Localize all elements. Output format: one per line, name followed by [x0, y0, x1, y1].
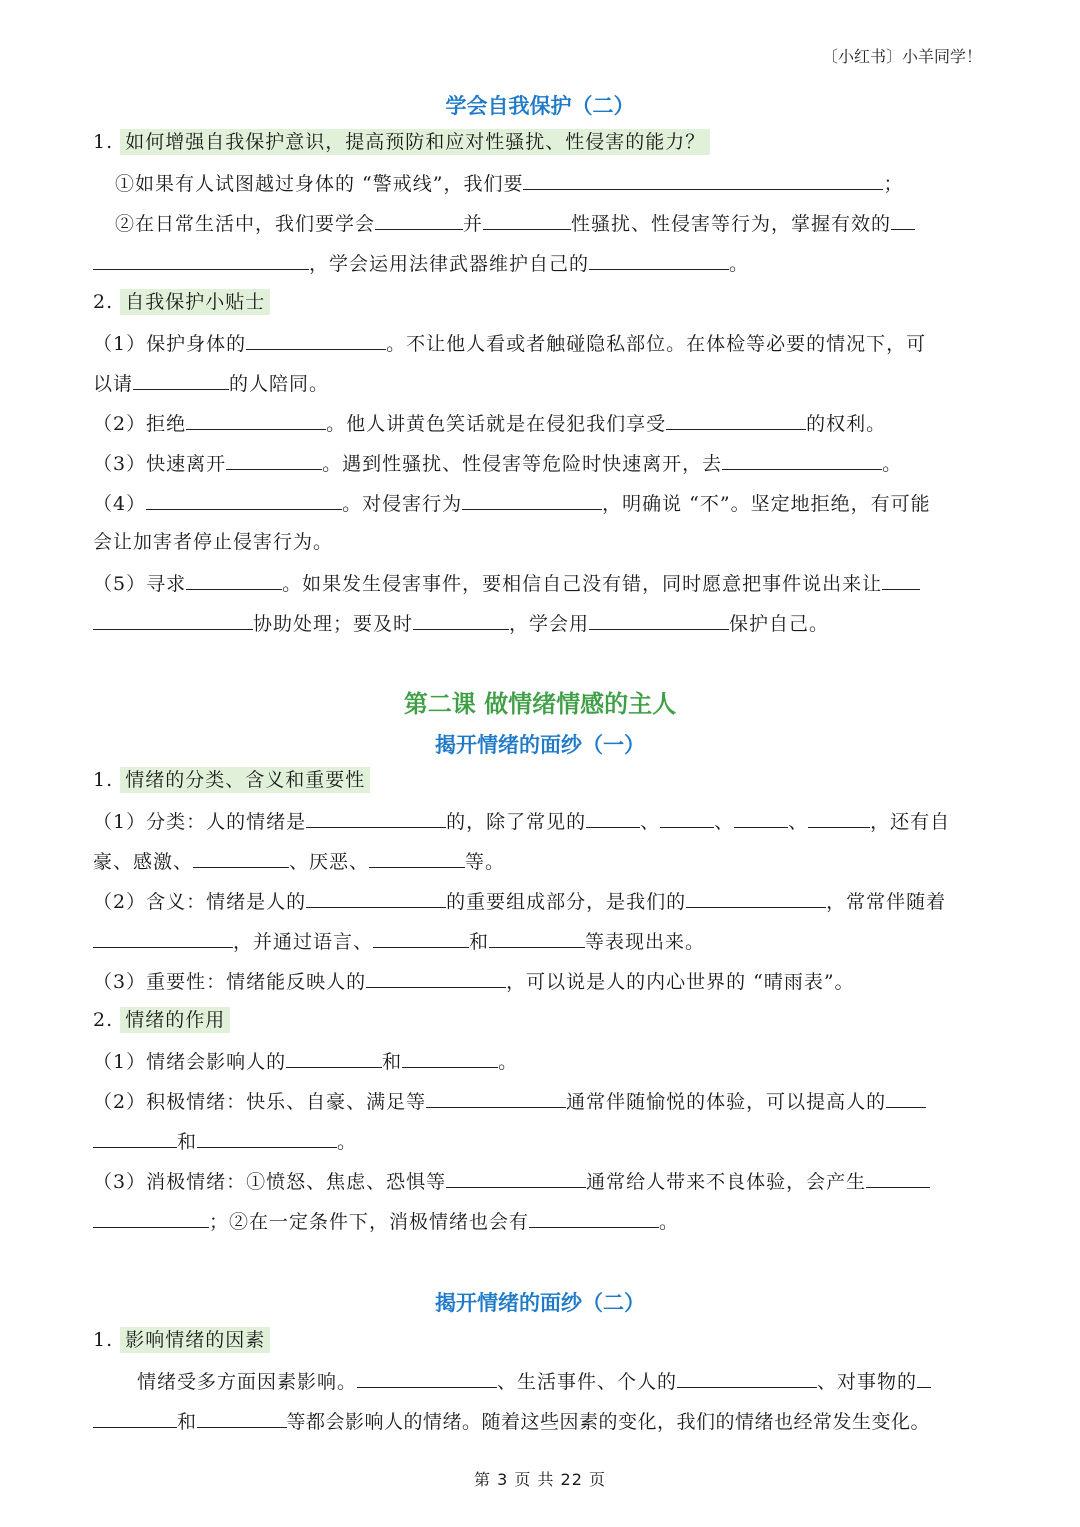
answer-blank[interactable] — [722, 449, 882, 470]
answer-blank[interactable] — [917, 1367, 931, 1388]
answer-blank[interactable] — [686, 887, 826, 908]
answer-blank[interactable] — [369, 847, 465, 868]
answer-blank[interactable] — [489, 927, 585, 948]
question-2-line — [93, 1007, 993, 1033]
question-1-line — [93, 129, 993, 155]
answer-blank[interactable] — [586, 807, 640, 828]
watermark-text: 〔小红书〕小羊同学！ — [821, 47, 982, 66]
answer-blank[interactable] — [666, 409, 806, 430]
answer-blank[interactable] — [226, 449, 322, 470]
fill-line: 和 。 — [93, 1127, 993, 1155]
fill-line: （2）含义：情绪是人的 的重要组成部分，是我们的 ，常常伴随着 — [93, 887, 993, 915]
fill-line: 协助处理；要及时 ，学会用 保护自己。 — [93, 609, 993, 637]
answer-blank[interactable] — [93, 1407, 177, 1428]
section-title-self-protection: 学会自我保护（二） — [445, 94, 635, 118]
answer-blank[interactable] — [93, 1127, 177, 1148]
answer-blank[interactable] — [373, 927, 469, 948]
answer-blank[interactable] — [366, 967, 506, 988]
answer-blank[interactable] — [306, 807, 446, 828]
question-2-line — [93, 289, 993, 315]
answer-blank[interactable] — [246, 329, 386, 350]
answer-blank[interactable] — [866, 1167, 930, 1188]
fill-line: （3）重要性：情绪能反映人的 ，可以说是人的内心世界的 “晴雨表”。 — [93, 967, 993, 995]
answer-blank[interactable] — [93, 249, 309, 270]
answer-blank[interactable] — [193, 847, 289, 868]
answer-blank[interactable] — [93, 927, 233, 948]
answer-blank[interactable] — [886, 1087, 926, 1108]
answer-blank[interactable] — [186, 569, 282, 590]
answer-blank[interactable] — [375, 209, 463, 230]
answer-blank[interactable] — [286, 1047, 382, 1068]
answer-blank[interactable] — [93, 1207, 209, 1228]
answer-blank[interactable] — [677, 1367, 817, 1388]
answer-blank[interactable] — [133, 369, 229, 390]
fill-line: （3）快速离开 。遇到性骚扰、性侵害等危险时快速离开，去 。 — [93, 449, 993, 477]
question-heading: 影响情绪的因素 — [120, 1327, 270, 1353]
fill-line: （2）拒绝 。他人讲黄色笑话就是在侵犯我们享受 的权利。 — [93, 409, 993, 437]
question-number: 1. — [93, 131, 114, 153]
question-number: 2. — [93, 291, 114, 313]
answer-blank[interactable] — [529, 1207, 659, 1228]
answer-blank[interactable] — [93, 609, 253, 630]
fill-line: （3）消极情绪：①愤怒、焦虑、恐惧等 通常给人带来不良体验，会产生 — [93, 1167, 993, 1195]
answer-blank[interactable] — [186, 409, 326, 430]
fill-line: ①如果有人试图越过身体的 “警戒线”，我们要 ； — [115, 169, 1015, 197]
question-number: 1. — [93, 1329, 114, 1351]
answer-blank[interactable] — [589, 249, 729, 270]
fill-line: （4） 。对侵害行为 ，明确说 “不”。坚定地拒绝，有可能 — [93, 489, 993, 517]
question-number: 2. — [93, 1009, 114, 1031]
fill-line: （1）情绪会影响人的 和 。 — [93, 1047, 993, 1075]
answer-blank[interactable] — [197, 1127, 337, 1148]
answer-blank[interactable] — [426, 1087, 566, 1108]
answer-blank[interactable] — [734, 807, 788, 828]
answer-blank[interactable] — [402, 1047, 498, 1068]
answer-blank[interactable] — [523, 169, 883, 190]
question-heading: 自我保护小贴士 — [120, 289, 270, 315]
answer-blank[interactable] — [146, 489, 342, 510]
fill-line: ，学会运用法律武器维护自己的 。 — [93, 249, 993, 277]
fill-line: 以请 的人陪同。 — [93, 369, 993, 397]
answer-blank[interactable] — [882, 569, 920, 590]
answer-blank[interactable] — [483, 209, 571, 230]
answer-blank[interactable] — [306, 887, 446, 908]
answer-blank[interactable] — [808, 807, 870, 828]
answer-blank[interactable] — [197, 1407, 287, 1428]
question-heading: 情绪的作用 — [120, 1007, 230, 1033]
question-1-line — [93, 1327, 993, 1353]
section-title-emotions-2: 揭开情绪的面纱（二） — [435, 1291, 645, 1315]
fill-line: （5）寻求 。如果发生侵害事件，要相信自己没有错，同时愿意把事件说出来让 — [93, 569, 993, 597]
answer-blank[interactable] — [413, 609, 509, 630]
fill-line: ；②在一定条件下，消极情绪也会有 。 — [93, 1207, 993, 1235]
answer-blank[interactable] — [446, 1167, 586, 1188]
fill-line: 会让加害者停止侵害行为。 — [93, 531, 334, 553]
fill-line: （1）保护身体的 。不让他人看或者触碰隐私部位。在体检等必要的情况下，可 — [93, 329, 993, 357]
page-number: 第 3 页 共 22 页 — [474, 1470, 606, 1489]
fill-line: ②在日常生活中，我们要学会 并 性骚扰、性侵害等行为，掌握有效的 — [115, 209, 1015, 237]
lesson-title: 第二课 做情绪情感的主人 — [403, 690, 677, 718]
answer-blank[interactable] — [357, 1367, 497, 1388]
answer-blank[interactable] — [891, 209, 915, 230]
question-1-line — [93, 767, 993, 793]
question-heading: 如何增强自我保护意识，提高预防和应对性骚扰、性侵害的能力？ — [120, 129, 710, 155]
fill-line: 豪、感激、 、厌恶、 等。 — [93, 847, 993, 875]
fill-line: ，并通过语言、 和 等表现出来。 — [93, 927, 993, 955]
fill-line: 和 等都会影响人的情绪。随着这些因素的变化，我们的情绪也经常发生变化。 — [93, 1407, 993, 1435]
answer-blank[interactable] — [589, 609, 729, 630]
answer-blank[interactable] — [462, 489, 602, 510]
section-title-emotions-1: 揭开情绪的面纱（一） — [435, 733, 645, 757]
fill-line: （1）分类：人的情绪是 的，除了常见的 、 、 、 ，还有自 — [93, 807, 993, 835]
question-heading: 情绪的分类、含义和重要性 — [120, 767, 370, 793]
fill-line: 情绪受多方面因素影响。 、生活事件、个人的 、对事物的 — [137, 1367, 1037, 1395]
fill-line: （2）积极情绪：快乐、自豪、满足等 通常伴随愉悦的体验，可以提高人的 — [93, 1087, 993, 1115]
question-number: 1. — [93, 769, 114, 791]
answer-blank[interactable] — [660, 807, 714, 828]
